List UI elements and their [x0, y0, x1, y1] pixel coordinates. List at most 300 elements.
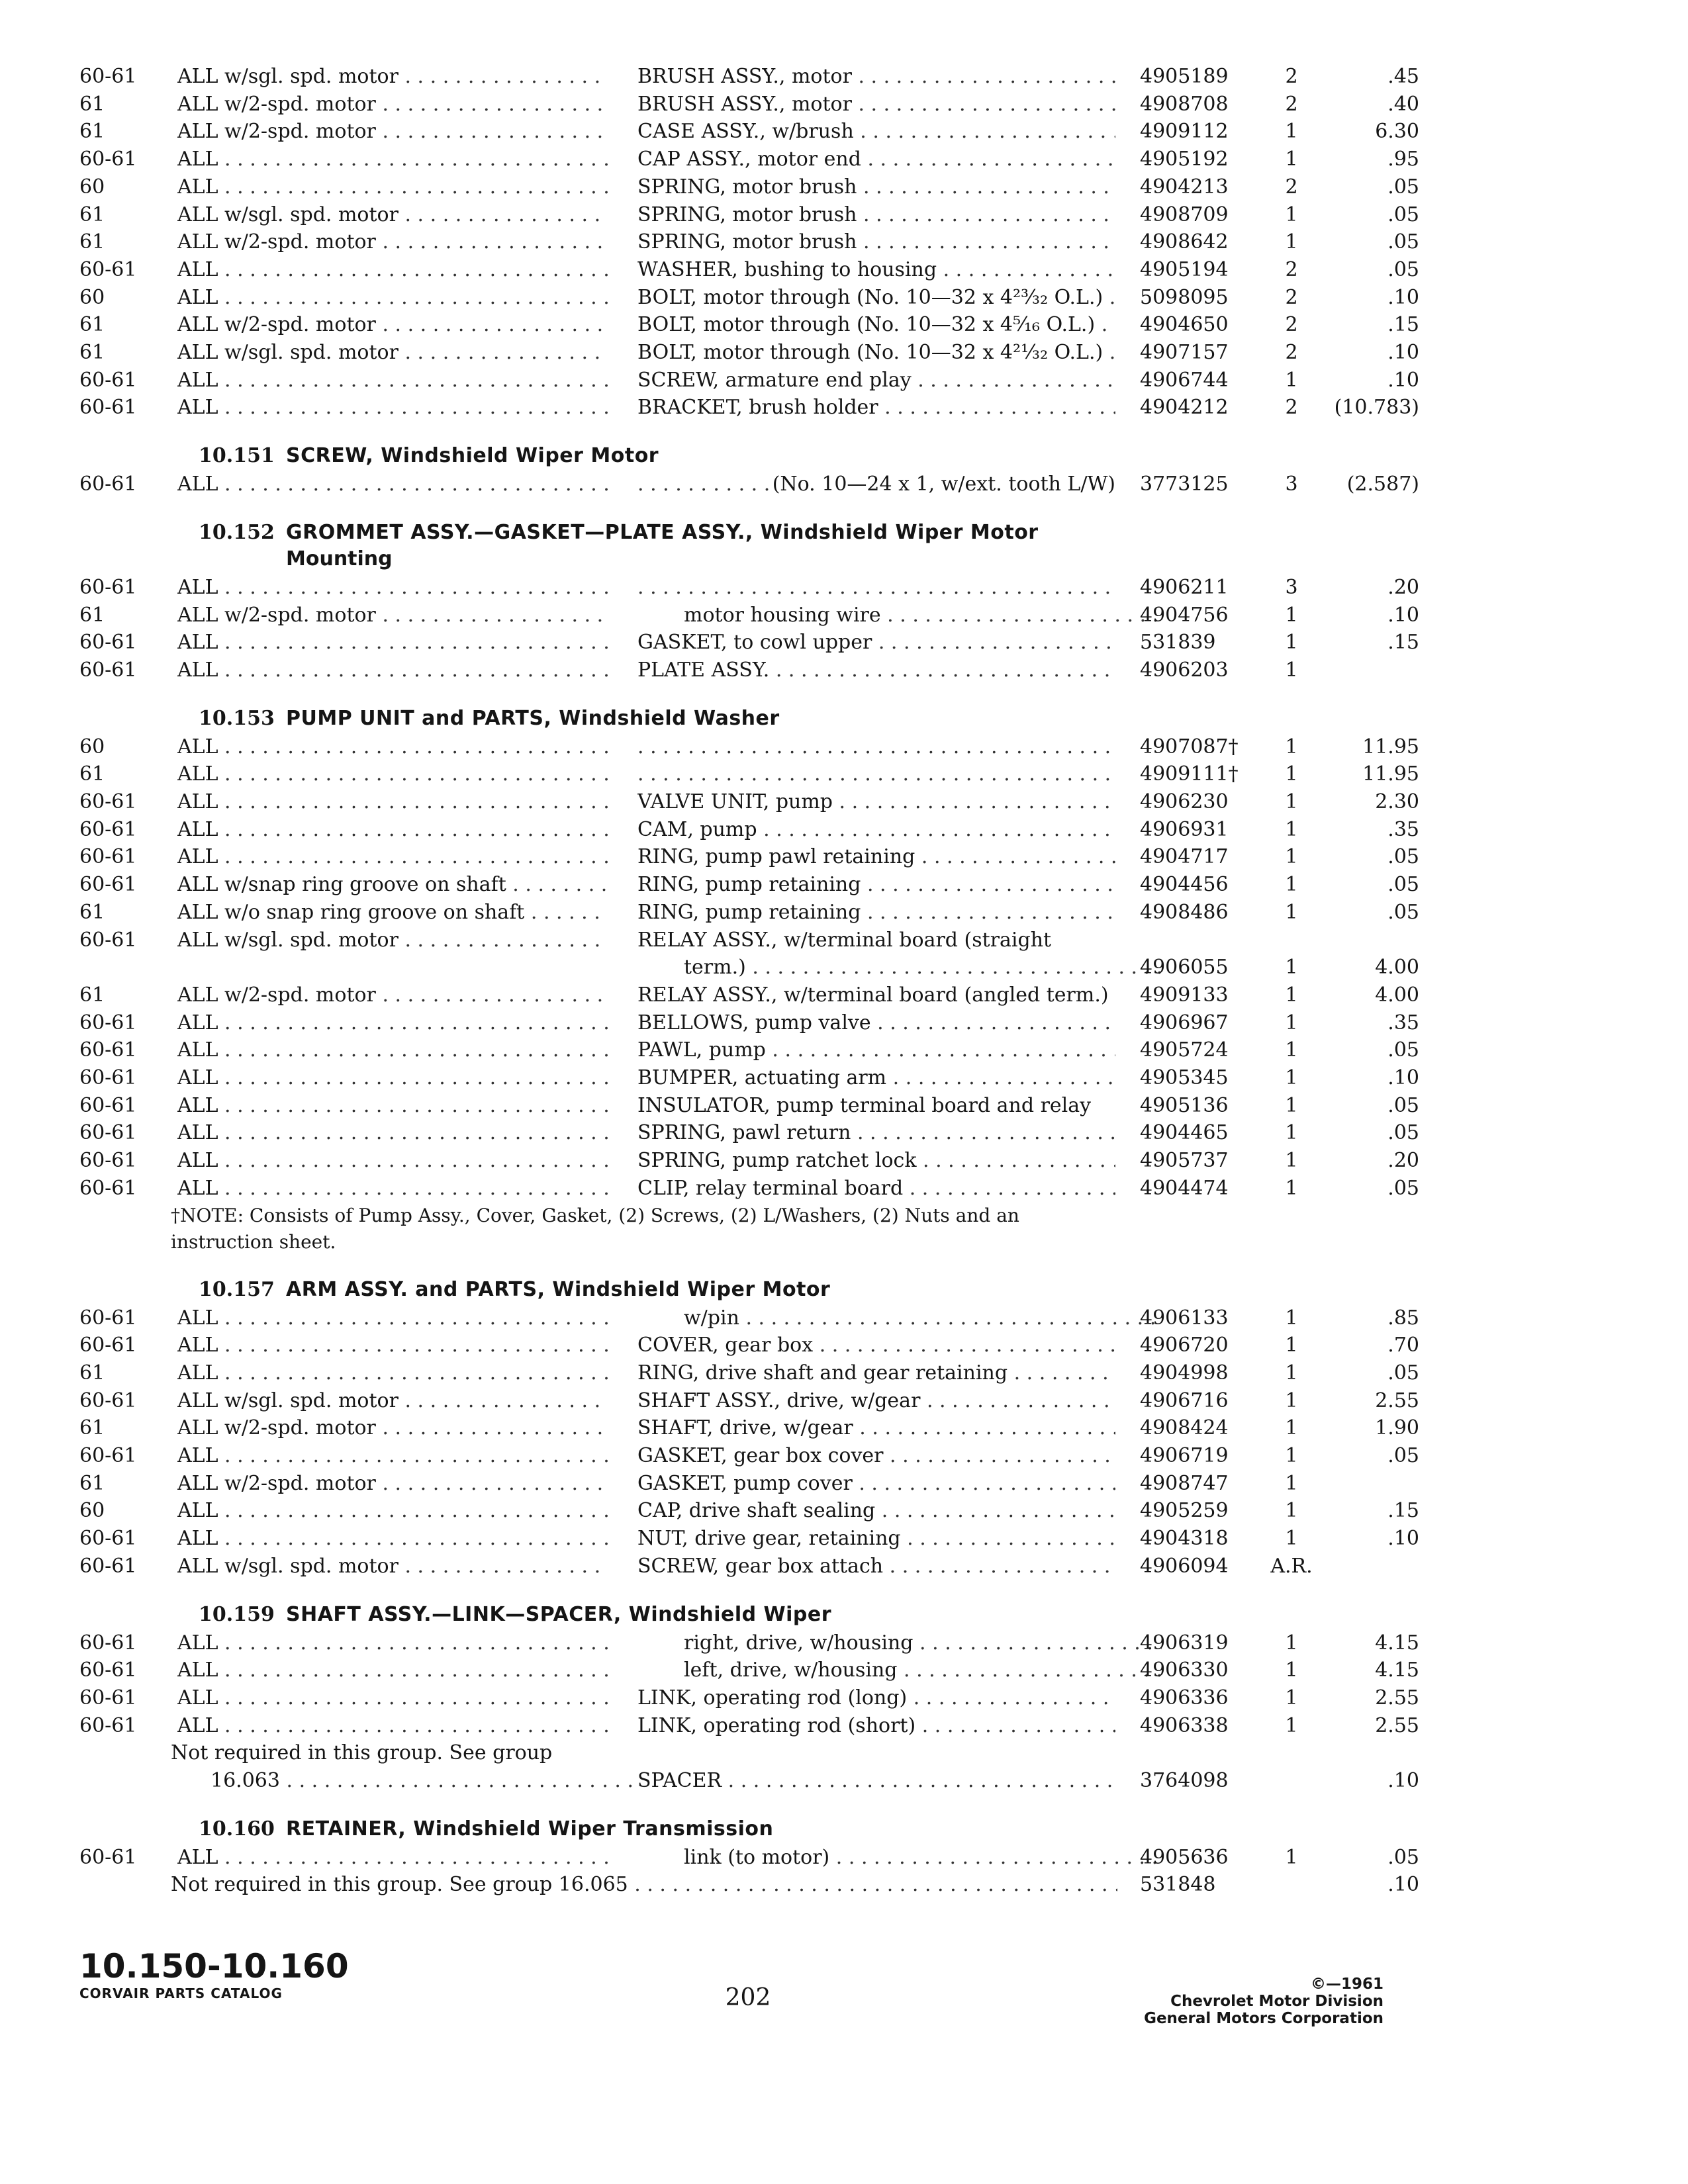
model-year: 60 [79, 735, 105, 758]
model-application [177, 1036, 608, 1064]
price: 11.95 [1362, 735, 1419, 758]
not-required-note: Not required in this group. See group [171, 1741, 553, 1765]
part-number: 4906230 [1140, 790, 1229, 813]
part-number: 4908486 [1140, 900, 1229, 924]
part-number: 4905192 [1140, 148, 1229, 171]
part-description [637, 1009, 1115, 1037]
leader-dots [871, 1011, 1115, 1034]
note-text: Not required in this group. See group 16.065 [171, 1873, 628, 1897]
model-year: 61 [79, 120, 105, 144]
model-text: ALL [177, 175, 218, 199]
parts-row [0, 1332, 1688, 1359]
leader-dots [766, 1038, 1115, 1062]
description-text: RING, pump retaining [637, 900, 861, 924]
model-year: 61 [79, 313, 105, 337]
part-number: 4904465 [1140, 1121, 1229, 1145]
price: 2.55 [1375, 1686, 1419, 1709]
price: 4.00 [1375, 956, 1419, 979]
part-description [637, 1442, 1115, 1470]
part-number: 4905345 [1140, 1066, 1229, 1089]
parts-row [0, 118, 1688, 146]
price: 2.55 [1375, 1388, 1419, 1412]
price: .05 [1387, 257, 1419, 281]
description-text: BOLT, motor through (No. 10—32 x 4⁵⁄₁₆ O.L.) [637, 313, 1096, 337]
model-year: 61 [79, 603, 105, 627]
leader-dots [903, 1177, 1115, 1200]
model-text: ALL [177, 1011, 218, 1034]
model-year: 61 [79, 983, 105, 1007]
description-text: BRACKET, brush holder [637, 396, 878, 420]
description-text: term.) [684, 956, 746, 979]
part-description [637, 1497, 1115, 1525]
model-application [177, 1684, 608, 1712]
model-year: 60-61 [79, 1659, 137, 1682]
model-application [177, 1387, 608, 1415]
part-description [637, 1629, 1162, 1657]
parts-row [0, 1767, 1688, 1795]
price: 4.00 [1375, 983, 1419, 1007]
part-description [637, 843, 1115, 871]
price: .10 [1387, 341, 1419, 364]
model-text: ALL w/sgl. spd. motor [177, 341, 399, 364]
description-text: LINK, operating rod (short) [637, 1713, 916, 1737]
part-description [637, 1767, 1115, 1795]
leader-dots [1103, 286, 1115, 309]
leader-dots [376, 313, 608, 336]
leader-dots [722, 1769, 1115, 1792]
leader-dots [746, 956, 1162, 979]
description-text: RING, drive shaft and gear retaining [637, 1361, 1008, 1385]
part-number: 4904212 [1140, 396, 1229, 420]
parts-row [0, 367, 1688, 394]
description-text: BUMPER, actuating arm [637, 1066, 887, 1089]
price: 4.15 [1375, 1631, 1419, 1655]
part-number: 4906330 [1140, 1659, 1229, 1682]
part-number: 4906055 [1140, 956, 1229, 979]
model-text: ALL w/2-spd. motor [177, 313, 376, 337]
leader-dots [907, 1686, 1115, 1709]
quantity: 1 [1285, 148, 1298, 171]
section-title: ARM ASSY. and PARTS, Windshield Wiper Motor [286, 1277, 831, 1301]
parts-row [0, 981, 1688, 1009]
leader-dots [901, 1527, 1115, 1550]
model-year: 60-61 [79, 148, 137, 171]
description-text: WASHER, bushing to housing [637, 257, 937, 281]
part-number: 4906967 [1140, 1011, 1229, 1034]
quantity: 2 [1285, 257, 1298, 281]
model-application [177, 899, 608, 927]
quantity: 2 [1285, 313, 1298, 337]
model-text: ALL [177, 473, 218, 496]
price: .10 [1387, 1066, 1419, 1089]
quantity: 1 [1285, 203, 1298, 226]
price: .05 [1387, 1121, 1419, 1145]
part-number: 4906336 [1140, 1686, 1229, 1709]
model-text: ALL [177, 285, 218, 309]
leader-dots [218, 1631, 608, 1655]
parts-row [0, 394, 1688, 422]
section-title: RETAINER, Windshield Wiper Transmission [286, 1817, 774, 1841]
model-year: 60-61 [79, 1011, 137, 1034]
model-year: 60-61 [79, 790, 137, 813]
quantity: 1 [1285, 1686, 1298, 1709]
part-description [637, 816, 1115, 844]
part-description [637, 1712, 1115, 1740]
quantity: 1 [1285, 1416, 1298, 1440]
model-text: ALL [177, 368, 218, 392]
leader-dots [218, 1177, 608, 1200]
price: 1.90 [1375, 1416, 1419, 1440]
parts-row [0, 256, 1688, 284]
model-application [177, 871, 608, 899]
part-number: 4905136 [1140, 1093, 1229, 1117]
model-year: 61 [79, 900, 105, 924]
part-description [637, 1470, 1115, 1498]
leader-dots [218, 1121, 608, 1144]
model-text: ALL [177, 1176, 218, 1200]
parts-row [0, 311, 1688, 339]
section-heading [199, 520, 1390, 572]
quantity: 2 [1285, 65, 1298, 88]
model-year: 60-61 [79, 1527, 137, 1551]
quantity: 1 [1285, 1066, 1298, 1089]
part-number: 4904213 [1140, 175, 1229, 199]
quantity: 1 [1285, 762, 1298, 786]
price: .05 [1387, 900, 1419, 924]
leader-dots [917, 1149, 1116, 1172]
model-year: 61 [79, 1416, 105, 1440]
parts-row [0, 816, 1688, 844]
model-application [177, 1064, 608, 1092]
parts-row [0, 602, 1688, 629]
leader-dots [218, 1527, 608, 1550]
part-description [637, 63, 1115, 91]
model-application [177, 657, 608, 684]
section-title: PUMP UNIT and PARTS, Windshield Washer [286, 706, 780, 730]
parts-row [0, 760, 1688, 788]
model-text: ALL [177, 1093, 218, 1117]
leader-dots [872, 631, 1115, 654]
part-description [637, 471, 1115, 498]
model-text: ALL [177, 762, 218, 786]
price: .05 [1387, 1361, 1419, 1385]
leader-dots [637, 576, 1115, 599]
part-description [637, 173, 1115, 201]
model-application [177, 311, 608, 339]
leader-dots [218, 631, 608, 654]
price: (2.587) [1346, 473, 1419, 496]
leader-dots [506, 873, 608, 896]
price: (10.783) [1334, 396, 1419, 420]
description-text: PAWL, pump [637, 1038, 766, 1062]
leader-dots [884, 1444, 1115, 1467]
model-text: ALL [177, 845, 218, 869]
parts-row [0, 1629, 1688, 1657]
parts-row [0, 1525, 1688, 1553]
leader-dots [886, 1066, 1115, 1089]
part-description [637, 1175, 1115, 1203]
price: .10 [1387, 1527, 1419, 1551]
division-line: Chevrolet Motor Division [1170, 1993, 1383, 2010]
description-text: GASKET, pump cover [637, 1471, 853, 1495]
model-text: ALL w/2-spd. motor [177, 983, 376, 1007]
quantity: 1 [1285, 873, 1298, 897]
leader-dots [218, 286, 608, 309]
model-application [177, 1553, 608, 1580]
quantity: 1 [1285, 368, 1298, 392]
description-text: SPRING, pawl return [637, 1121, 851, 1145]
quantity: 1 [1285, 845, 1298, 869]
model-year: 60-61 [79, 1845, 137, 1869]
part-description [637, 1525, 1115, 1553]
quantity: 1 [1285, 120, 1298, 144]
part-description [637, 1092, 1115, 1120]
model-application [177, 1525, 608, 1553]
quantity: 1 [1285, 1631, 1298, 1655]
leader-dots [218, 369, 608, 392]
model-application [177, 1767, 641, 1795]
description-text: SPRING, motor brush [637, 230, 857, 254]
model-application [177, 1009, 608, 1037]
part-description [637, 1387, 1115, 1415]
section-number: 10.151 [199, 444, 275, 468]
leader-dots [881, 604, 1162, 627]
model-year: 61 [79, 341, 105, 364]
price: .05 [1387, 175, 1419, 199]
description-text: CAM, pump [637, 817, 757, 841]
model-text: ALL [177, 1686, 218, 1709]
model-application [177, 1147, 608, 1175]
model-application [177, 146, 608, 173]
copyright-line: ©—1961 [1310, 1976, 1383, 1993]
leader-dots [218, 576, 608, 599]
part-description [637, 981, 1115, 1009]
description-text: SPACER [637, 1769, 722, 1792]
model-year: 60-61 [79, 1149, 137, 1173]
model-year: 60-61 [79, 473, 137, 496]
model-year: 60-61 [79, 65, 137, 88]
model-application [177, 1470, 608, 1498]
model-text: ALL w/sgl. spd. motor [177, 1554, 399, 1578]
part-number: 4905194 [1140, 257, 1229, 281]
leader-dots [898, 1659, 1162, 1682]
quantity: 1 [1285, 658, 1298, 682]
model-application [177, 1092, 608, 1120]
description-text: w/pin [684, 1306, 739, 1330]
model-text: ALL [177, 1361, 218, 1385]
leader-dots [851, 1121, 1115, 1144]
description-text: INSULATOR, pump terminal board and relay [637, 1093, 1092, 1117]
part-description [637, 657, 1115, 684]
parts-row [0, 339, 1688, 367]
model-text: ALL [177, 790, 218, 813]
description-text: RING, pump pawl retaining [637, 845, 915, 869]
part-number: 4906203 [1140, 658, 1229, 682]
model-text: ALL [177, 1306, 218, 1330]
parts-row [0, 1092, 1688, 1120]
model-text: ALL [177, 1334, 218, 1357]
leader-dots [218, 1444, 608, 1467]
not-required-note [171, 1871, 1117, 1899]
part-number: 4904998 [1140, 1361, 1229, 1385]
leader-dots [218, 735, 608, 758]
leader-dots [878, 396, 1115, 419]
leader-dots [853, 1416, 1115, 1439]
parts-row [0, 173, 1688, 201]
model-text: ALL w/2-spd. motor [177, 92, 376, 116]
leader-dots [218, 818, 608, 841]
leader-dots [852, 93, 1115, 116]
model-text: ALL w/2-spd. motor [177, 603, 376, 627]
parts-row [0, 629, 1688, 657]
description-text: SHAFT, drive, w/gear [637, 1416, 853, 1440]
model-application [177, 471, 608, 498]
model-year: 60-61 [79, 845, 137, 869]
corporation-line: General Motors Corporation [1144, 2010, 1383, 2027]
section-number: 10.160 [199, 1817, 275, 1841]
part-description [637, 311, 1115, 339]
quantity: A.R. [1270, 1554, 1313, 1578]
price: .70 [1387, 1334, 1419, 1357]
quantity: 2 [1285, 175, 1298, 199]
price: 6.30 [1375, 120, 1419, 144]
model-year: 60-61 [79, 1713, 137, 1737]
model-text: ALL [177, 735, 218, 758]
model-text: ALL w/o snap ring groove on shaft [177, 900, 525, 924]
leader-dots [829, 1846, 1162, 1869]
model-application [177, 788, 608, 816]
parts-row [0, 954, 1688, 981]
footnote: †NOTE: Consists of Pump Assy., Cover, Gasket, (2) Screws, (2) L/Washers, (2) Nuts and an instruction sheet. [171, 1204, 1019, 1253]
description-text: RELAY ASSY., w/terminal board (angled term.) [637, 983, 1109, 1007]
quantity: 3 [1285, 575, 1298, 599]
price: .05 [1387, 873, 1419, 897]
price: .10 [1387, 603, 1419, 627]
price: .20 [1387, 575, 1419, 599]
model-year: 60-61 [79, 873, 137, 897]
price: .05 [1387, 845, 1419, 869]
section-number: 10.157 [199, 1277, 275, 1301]
part-number: 4904474 [1140, 1176, 1229, 1200]
model-application [177, 284, 608, 312]
parts-row [0, 1119, 1688, 1147]
model-application [177, 1712, 608, 1740]
model-application [177, 173, 608, 201]
section-number: 10.159 [199, 1602, 275, 1626]
parts-row [0, 1497, 1688, 1525]
leader-dots [861, 901, 1115, 924]
leader-dots [218, 1306, 608, 1330]
description-text: SCREW, gear box attach [637, 1554, 884, 1578]
leader-dots [524, 901, 608, 924]
leader-dots [854, 120, 1115, 143]
description-text: SPRING, pump ratchet lock [637, 1149, 917, 1173]
page-number: 202 [725, 1984, 771, 2011]
quantity: 2 [1285, 92, 1298, 116]
leader-dots [920, 1389, 1115, 1412]
model-text: ALL [177, 1631, 218, 1655]
model-year: 60-61 [79, 1176, 137, 1200]
model-application [177, 1657, 608, 1684]
leader-dots [1008, 1361, 1115, 1385]
quantity: 1 [1285, 735, 1298, 758]
leader-dots [875, 1499, 1115, 1522]
part-description [637, 367, 1115, 394]
leader-dots [376, 120, 608, 143]
part-number: 4908642 [1140, 230, 1229, 254]
price: .05 [1387, 1444, 1419, 1467]
leader-dots [218, 1094, 608, 1117]
model-year: 60-61 [79, 631, 137, 655]
model-text: ALL [177, 658, 218, 682]
quantity: 1 [1285, 1361, 1298, 1385]
part-number: 3773125 [1140, 473, 1229, 496]
model-application [177, 256, 608, 284]
model-text: ALL w/2-spd. motor [177, 120, 376, 144]
model-year: 61 [79, 1361, 105, 1385]
price: 11.95 [1362, 762, 1419, 786]
leader-dots [218, 659, 608, 682]
parts-row [0, 1147, 1688, 1175]
quantity: 1 [1285, 631, 1298, 655]
part-description [637, 954, 1162, 981]
parts-row [0, 1684, 1688, 1712]
part-description [637, 201, 1115, 229]
leader-dots [218, 258, 608, 281]
part-description [637, 602, 1162, 629]
part-description [637, 1553, 1115, 1580]
model-application [177, 1629, 608, 1657]
model-application [177, 1175, 608, 1203]
section-number: 10.152 [199, 520, 275, 544]
part-description [637, 1147, 1115, 1175]
leader-dots [218, 1714, 608, 1737]
model-application [177, 1359, 608, 1387]
part-description [637, 1844, 1162, 1872]
model-year: 60-61 [79, 1066, 137, 1089]
model-text: ALL [177, 817, 218, 841]
model-text: ALL w/snap ring groove on shaft [177, 873, 506, 897]
section-heading [199, 1277, 1390, 1303]
part-description [637, 1657, 1162, 1684]
description-text: RELAY ASSY., w/terminal board (straight [637, 928, 1052, 952]
parts-row [0, 1304, 1688, 1332]
parts-row [0, 201, 1688, 229]
part-description [637, 91, 1115, 118]
price: .35 [1387, 1011, 1419, 1034]
parts-row [0, 1470, 1688, 1498]
parts-row [0, 1009, 1688, 1037]
leader-dots [857, 203, 1115, 226]
part-description [637, 339, 1115, 367]
model-application [177, 201, 608, 229]
parts-row [0, 1036, 1688, 1064]
part-description [637, 760, 1115, 788]
leader-dots [218, 1361, 608, 1385]
description-text: VALVE UNIT, pump [637, 790, 833, 813]
section-heading [199, 705, 1390, 732]
description-text: right, drive, w/housing [684, 1631, 914, 1655]
section-heading [199, 1602, 1390, 1628]
description-text: GASKET, to cowl upper [637, 631, 872, 655]
model-application [177, 367, 608, 394]
part-number: 4905737 [1140, 1149, 1229, 1173]
model-application [177, 602, 608, 629]
part-description [637, 256, 1115, 284]
section-number: 10.153 [199, 706, 275, 730]
price: .10 [1387, 1873, 1419, 1897]
section-title: SCREW, Windshield Wiper Motor [286, 444, 659, 468]
